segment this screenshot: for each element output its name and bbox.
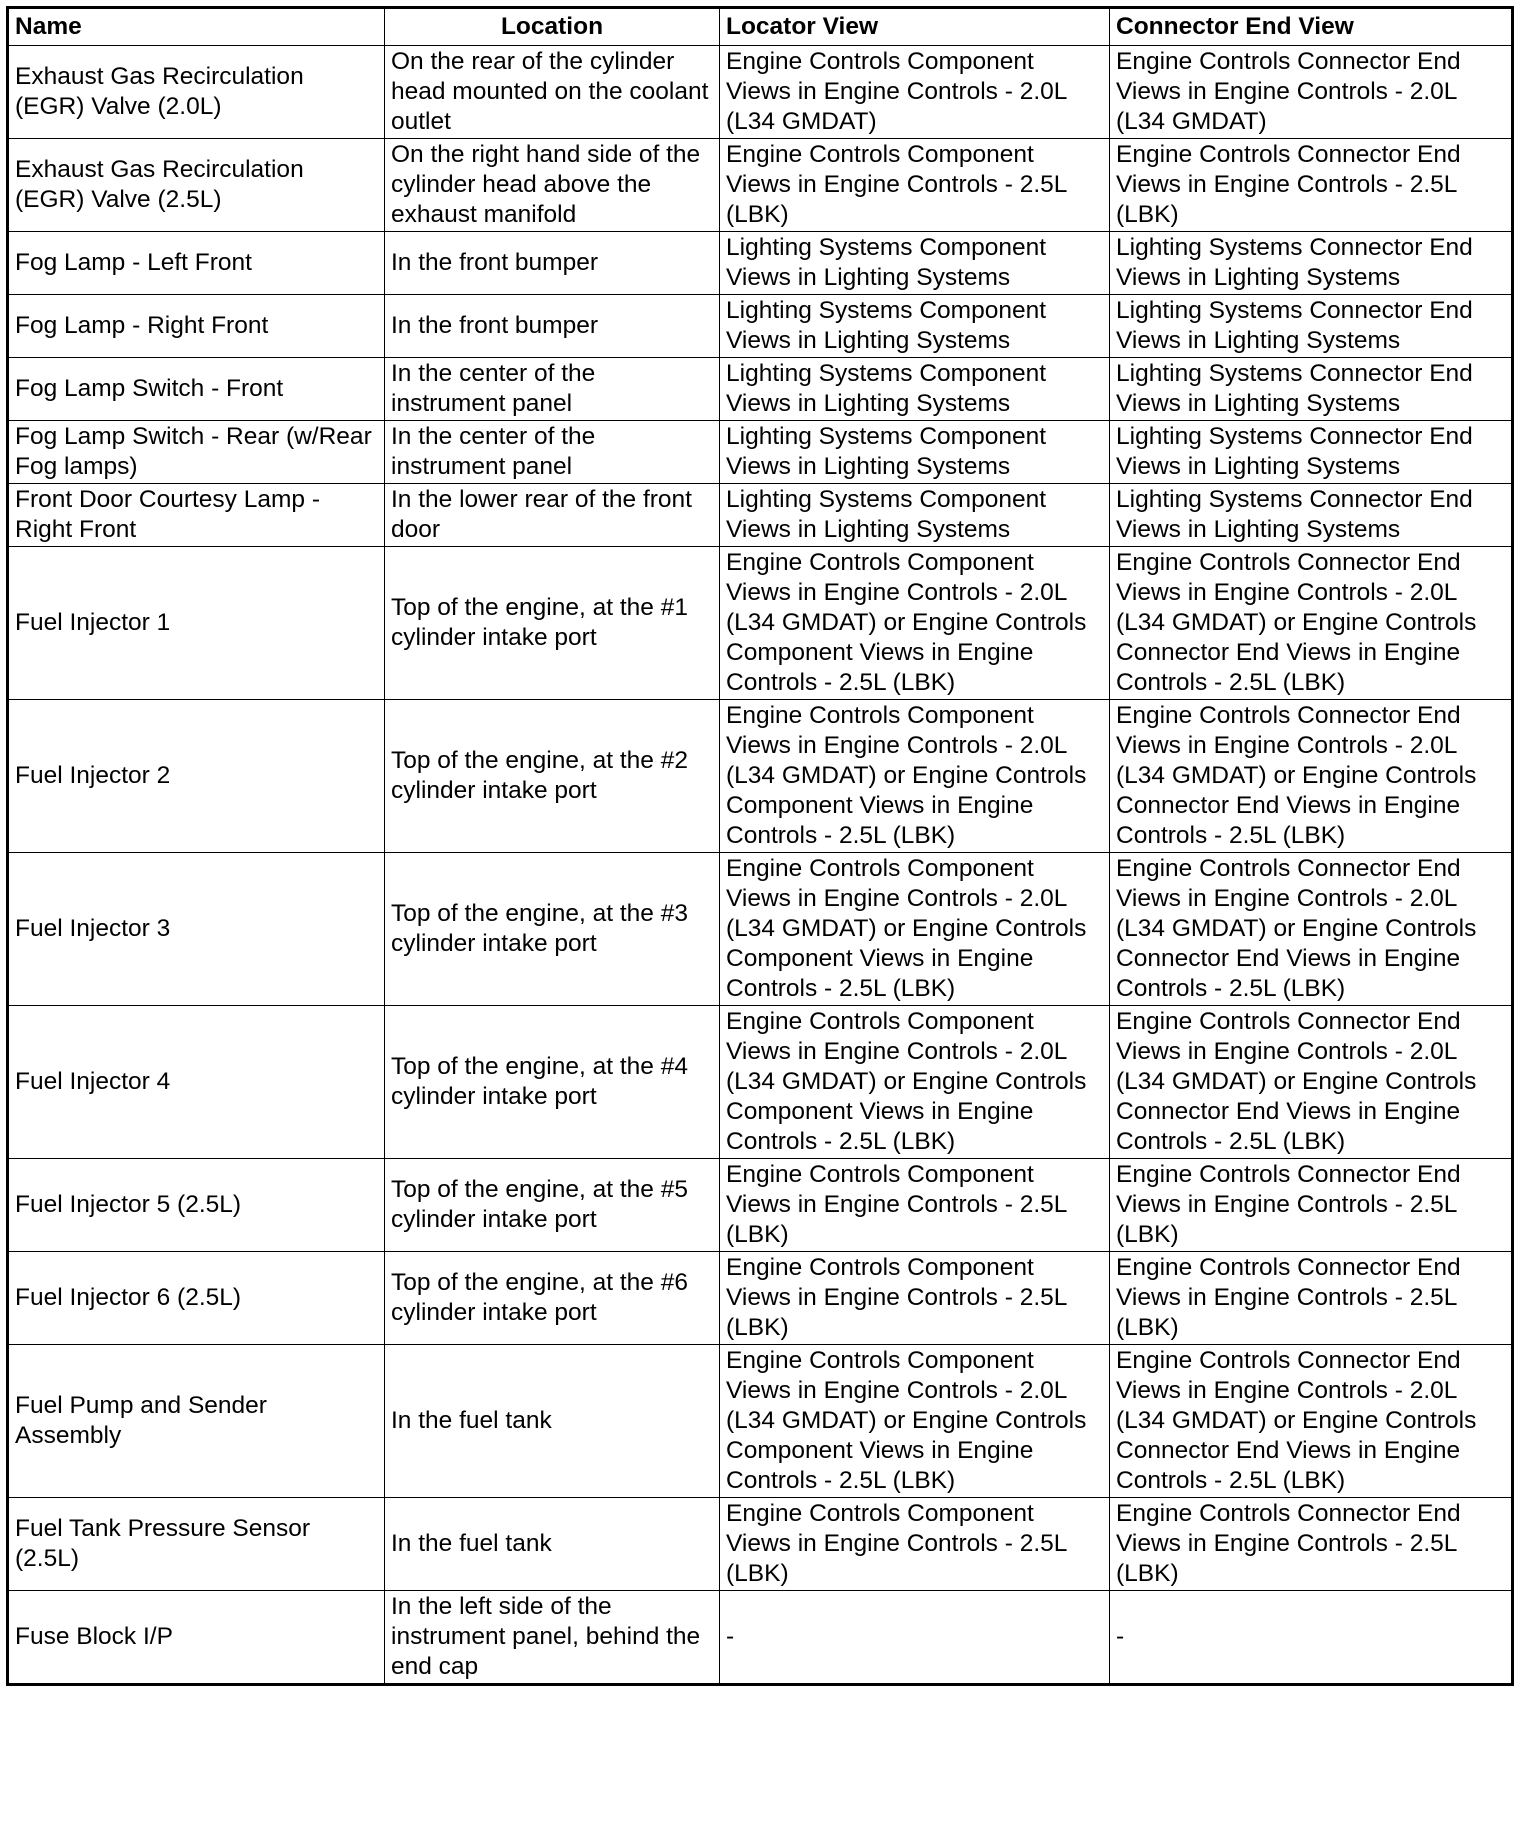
- table-row: [8, 1498, 1513, 1591]
- column-header-location: Location: [385, 8, 720, 46]
- cell-locator-view: Engine Controls Component Views in Engine Controls - 2.5L (LBK): [720, 1252, 1110, 1345]
- cell-location: In the front bumper: [385, 295, 720, 358]
- cell-name: Exhaust Gas Recirculation (EGR) Valve (2.0L): [8, 46, 385, 139]
- cell-name: Fuel Injector 4: [8, 1006, 385, 1159]
- cell-locator-view: Engine Controls Component Views in Engine Controls - 2.0L (L34 GMDAT): [720, 46, 1110, 139]
- cell-connector-end-view: Engine Controls Connector End Views in Engine Controls - 2.5L (LBK): [1110, 1159, 1513, 1252]
- cell-connector-end-view: Engine Controls Connector End Views in Engine Controls - 2.5L (LBK): [1110, 1252, 1513, 1345]
- cell-locator-view: -: [720, 1591, 1110, 1685]
- cell-name: Fuse Block I/P: [8, 1591, 385, 1685]
- cell-location: In the left side of the instrument panel, behind the end cap: [385, 1591, 720, 1685]
- table-row: [8, 1252, 1513, 1345]
- cell-name: Fog Lamp - Right Front: [8, 295, 385, 358]
- cell-location: In the fuel tank: [385, 1345, 720, 1498]
- cell-connector-end-view: Lighting Systems Connector End Views in Lighting Systems: [1110, 421, 1513, 484]
- table-row: [8, 46, 1513, 139]
- cell-locator-view: Engine Controls Component Views in Engine Controls - 2.0L (L34 GMDAT) or Engine Controls Component Views in Engine Controls - 2.5L (LBK): [720, 1006, 1110, 1159]
- cell-connector-end-view: Lighting Systems Connector End Views in Lighting Systems: [1110, 232, 1513, 295]
- cell-locator-view: Engine Controls Component Views in Engine Controls - 2.5L (LBK): [720, 139, 1110, 232]
- cell-connector-end-view: Engine Controls Connector End Views in Engine Controls - 2.0L (L34 GMDAT) or Engine Controls Connector End Views in Engine Controls - 2.5L (LBK): [1110, 700, 1513, 853]
- table-row: [8, 139, 1513, 232]
- cell-name: Fuel Pump and Sender Assembly: [8, 1345, 385, 1498]
- cell-location: On the rear of the cylinder head mounted on the coolant outlet: [385, 46, 720, 139]
- cell-location: In the front bumper: [385, 232, 720, 295]
- table-row: [8, 358, 1513, 421]
- cell-connector-end-view: Engine Controls Connector End Views in Engine Controls - 2.0L (L34 GMDAT) or Engine Controls Connector End Views in Engine Controls - 2.5L (LBK): [1110, 853, 1513, 1006]
- cell-name: Fog Lamp - Left Front: [8, 232, 385, 295]
- table-row: [8, 484, 1513, 547]
- column-header-connector-end-view: Connector End View: [1110, 8, 1513, 46]
- cell-location: In the center of the instrument panel: [385, 358, 720, 421]
- cell-locator-view: Lighting Systems Component Views in Lighting Systems: [720, 358, 1110, 421]
- cell-locator-view: Lighting Systems Component Views in Lighting Systems: [720, 232, 1110, 295]
- cell-location: Top of the engine, at the #3 cylinder intake port: [385, 853, 720, 1006]
- cell-locator-view: Engine Controls Component Views in Engine Controls - 2.0L (L34 GMDAT) or Engine Controls Component Views in Engine Controls - 2.5L (LBK): [720, 547, 1110, 700]
- cell-name: Fog Lamp Switch - Front: [8, 358, 385, 421]
- cell-name: Fog Lamp Switch - Rear (w/Rear Fog lamps): [8, 421, 385, 484]
- cell-locator-view: Lighting Systems Component Views in Lighting Systems: [720, 295, 1110, 358]
- table-row: [8, 1591, 1513, 1685]
- cell-location: Top of the engine, at the #2 cylinder intake port: [385, 700, 720, 853]
- cell-locator-view: Engine Controls Component Views in Engine Controls - 2.5L (LBK): [720, 1159, 1110, 1252]
- cell-name: Fuel Injector 1: [8, 547, 385, 700]
- cell-location: Top of the engine, at the #1 cylinder intake port: [385, 547, 720, 700]
- cell-connector-end-view: Engine Controls Connector End Views in Engine Controls - 2.5L (LBK): [1110, 1498, 1513, 1591]
- cell-name: Exhaust Gas Recirculation (EGR) Valve (2.5L): [8, 139, 385, 232]
- cell-connector-end-view: -: [1110, 1591, 1513, 1685]
- cell-locator-view: Lighting Systems Component Views in Lighting Systems: [720, 421, 1110, 484]
- component-locator-table: [6, 6, 1514, 1686]
- cell-location: Top of the engine, at the #6 cylinder intake port: [385, 1252, 720, 1345]
- table-row: [8, 853, 1513, 1006]
- table-row: [8, 547, 1513, 700]
- cell-location: On the right hand side of the cylinder head above the exhaust manifold: [385, 139, 720, 232]
- cell-location: In the fuel tank: [385, 1498, 720, 1591]
- cell-connector-end-view: Lighting Systems Connector End Views in Lighting Systems: [1110, 358, 1513, 421]
- cell-connector-end-view: Engine Controls Connector End Views in Engine Controls - 2.0L (L34 GMDAT) or Engine Controls Connector End Views in Engine Controls - 2.5L (LBK): [1110, 547, 1513, 700]
- table-row: [8, 1006, 1513, 1159]
- table-row: [8, 700, 1513, 853]
- cell-name: Front Door Courtesy Lamp - Right Front: [8, 484, 385, 547]
- cell-connector-end-view: Lighting Systems Connector End Views in Lighting Systems: [1110, 295, 1513, 358]
- table-row: [8, 1159, 1513, 1252]
- table-row: [8, 232, 1513, 295]
- cell-locator-view: Engine Controls Component Views in Engine Controls - 2.5L (LBK): [720, 1498, 1110, 1591]
- table-row: [8, 421, 1513, 484]
- cell-locator-view: Engine Controls Component Views in Engine Controls - 2.0L (L34 GMDAT) or Engine Controls Component Views in Engine Controls - 2.5L (LBK): [720, 1345, 1110, 1498]
- cell-connector-end-view: Engine Controls Connector End Views in Engine Controls - 2.5L (LBK): [1110, 139, 1513, 232]
- column-header-locator-view: Locator View: [720, 8, 1110, 46]
- cell-location: Top of the engine, at the #4 cylinder intake port: [385, 1006, 720, 1159]
- column-header-name: Name: [8, 8, 385, 46]
- cell-connector-end-view: Engine Controls Connector End Views in Engine Controls - 2.0L (L34 GMDAT) or Engine Controls Connector End Views in Engine Controls - 2.5L (LBK): [1110, 1345, 1513, 1498]
- cell-location: In the lower rear of the front door: [385, 484, 720, 547]
- cell-name: Fuel Injector 5 (2.5L): [8, 1159, 385, 1252]
- cell-location: In the center of the instrument panel: [385, 421, 720, 484]
- cell-locator-view: Engine Controls Component Views in Engine Controls - 2.0L (L34 GMDAT) or Engine Controls Component Views in Engine Controls - 2.5L (LBK): [720, 700, 1110, 853]
- table-row: [8, 1345, 1513, 1498]
- cell-connector-end-view: Engine Controls Connector End Views in Engine Controls - 2.0L (L34 GMDAT): [1110, 46, 1513, 139]
- cell-name: Fuel Tank Pressure Sensor (2.5L): [8, 1498, 385, 1591]
- cell-name: Fuel Injector 3: [8, 853, 385, 1006]
- cell-name: Fuel Injector 2: [8, 700, 385, 853]
- cell-connector-end-view: Lighting Systems Connector End Views in Lighting Systems: [1110, 484, 1513, 547]
- cell-location: Top of the engine, at the #5 cylinder intake port: [385, 1159, 720, 1252]
- cell-connector-end-view: Engine Controls Connector End Views in Engine Controls - 2.0L (L34 GMDAT) or Engine Controls Connector End Views in Engine Controls - 2.5L (LBK): [1110, 1006, 1513, 1159]
- cell-locator-view: Lighting Systems Component Views in Lighting Systems: [720, 484, 1110, 547]
- cell-name: Fuel Injector 6 (2.5L): [8, 1252, 385, 1345]
- table-header-row: [8, 8, 1513, 46]
- cell-locator-view: Engine Controls Component Views in Engine Controls - 2.0L (L34 GMDAT) or Engine Controls Component Views in Engine Controls - 2.5L (LBK): [720, 853, 1110, 1006]
- table-row: [8, 295, 1513, 358]
